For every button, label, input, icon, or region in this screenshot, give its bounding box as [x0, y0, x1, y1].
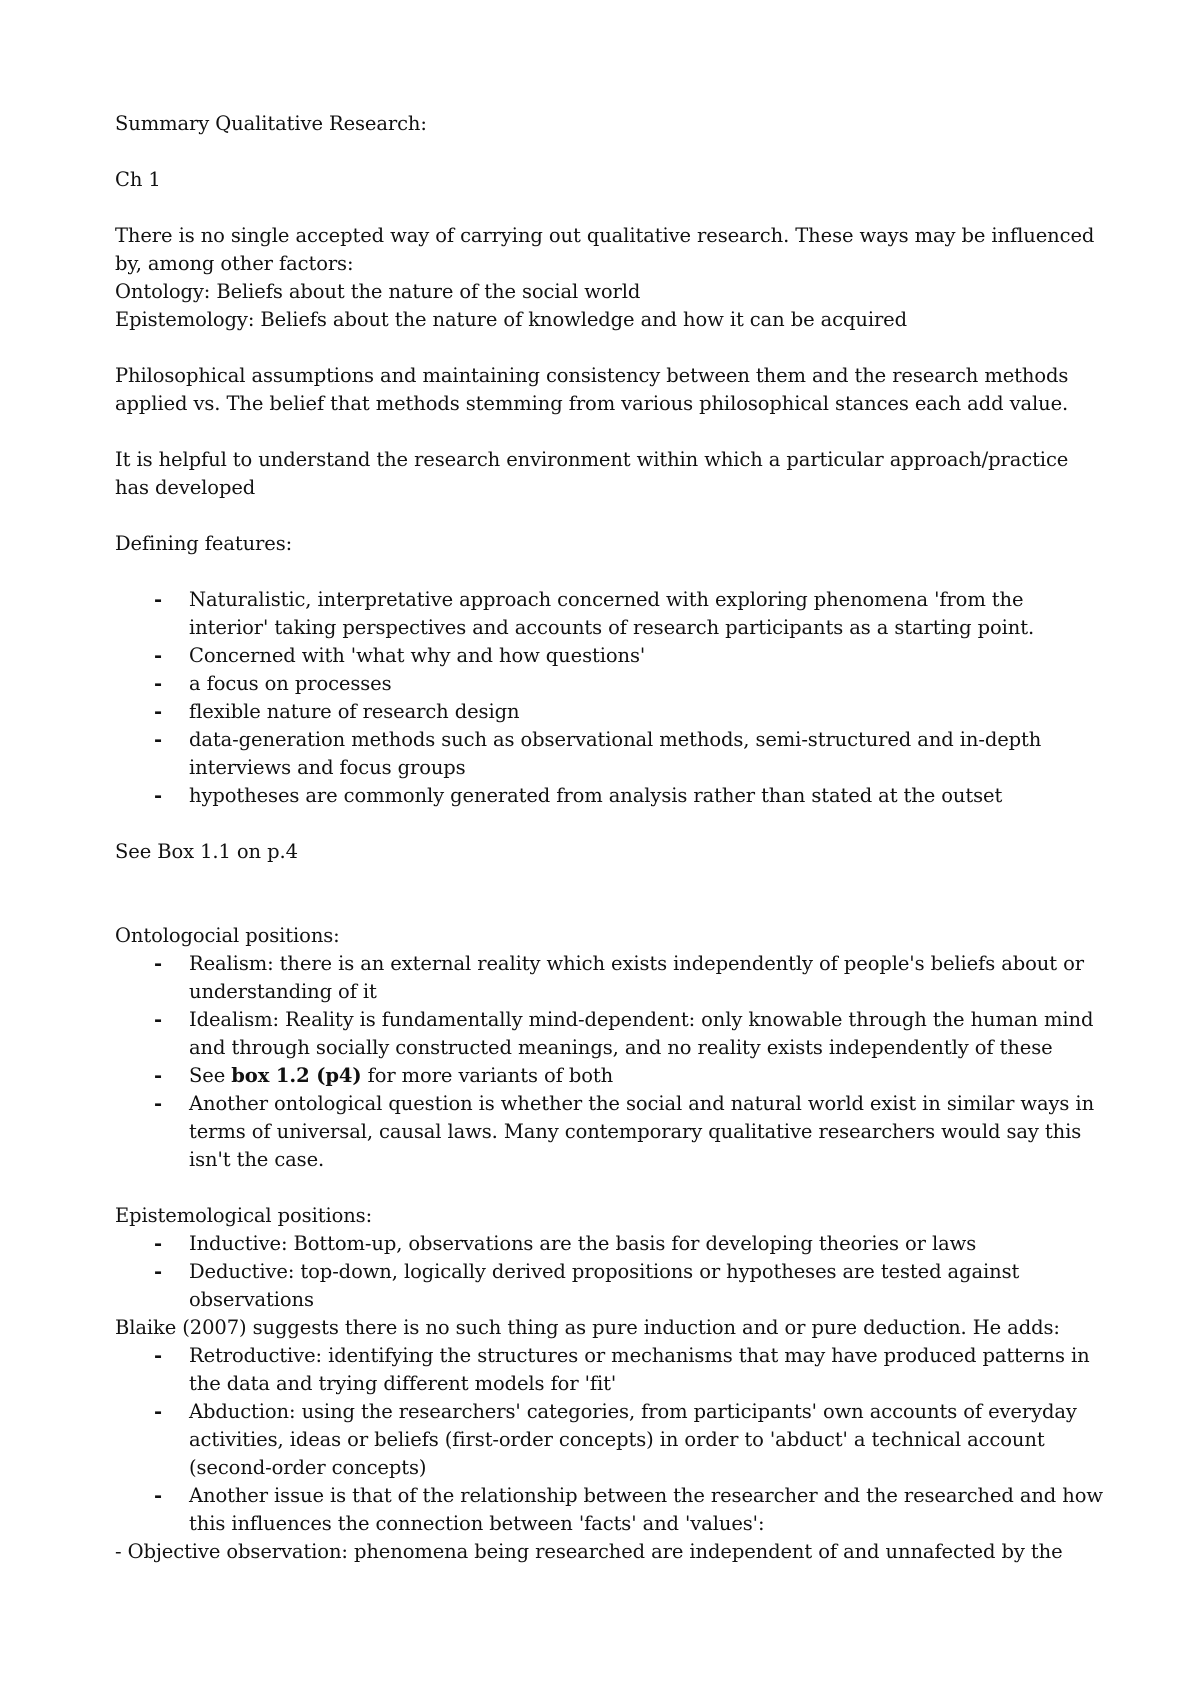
list-item: - Inductive: Bottom-up, observations are the basis for developing theories or laws: [115, 1230, 1105, 1258]
list-item-see-box: [115, 1062, 1105, 1090]
ontological-positions-heading: Ontologocial positions:: [115, 924, 340, 947]
list-item: - flexible nature of research design: [115, 698, 1105, 726]
blaike-additions-list: [115, 1342, 1105, 1538]
list-item: - Another issue is that of the relationship between the researcher and the researched and how this influences the connection between 'facts' and 'values':: [115, 1482, 1105, 1538]
document-title: Summary Qualitative Research:: [115, 112, 427, 135]
document-page: [115, 110, 1105, 1566]
defining-features-list: [115, 586, 1105, 810]
epistemological-positions-heading: Epistemological positions:: [115, 1204, 373, 1227]
list-item: - Another ontological question is whether the social and natural world exist in similar ways in terms of universal, causal laws. Many contemporary qualitative researchers would say this isn't the case.: [115, 1090, 1105, 1174]
epistemology-definition: Epistemology: Beliefs about the nature of knowledge and how it can be acquired: [115, 308, 907, 331]
list-item: - data-generation methods such as observational methods, semi-structured and in-depth interviews and focus groups: [115, 726, 1105, 782]
see-box-reference: See Box 1.1 on p.4: [115, 840, 298, 863]
see-suffix: for more variants of both: [361, 1064, 614, 1087]
epistemological-positions-list: [115, 1230, 1105, 1314]
philosophical-paragraph: Philosophical assumptions and maintaining consistency between them and the research methods applied vs. The belief that methods stemming from various philosophical stances each add value.: [115, 364, 1069, 415]
defining-features-heading: Defining features:: [115, 532, 293, 555]
list-item: - a focus on processes: [115, 670, 1105, 698]
ontological-positions-list: [115, 950, 1105, 1174]
helpful-paragraph: It is helpful to understand the research environment within which a particular approach/practice has developed: [115, 448, 1069, 499]
ontology-definition: Ontology: Beliefs about the nature of the social world: [115, 280, 641, 303]
blaike-paragraph: Blaike (2007) suggests there is no such thing as pure induction and or pure deduction. He adds:: [115, 1316, 1060, 1339]
box-reference: box 1.2 (p4): [231, 1064, 362, 1087]
intro-paragraph: There is no single accepted way of carrying out qualitative research. These ways may be influenced by, among other factors:: [115, 224, 1095, 275]
list-item: - Abduction: using the researchers' categories, from participants' own accounts of everyday activities, ideas or beliefs (first-order concepts) in order to 'abduct' a technical account (second-order concepts): [115, 1398, 1105, 1482]
list-item: - Naturalistic, interpretative approach concerned with exploring phenomena 'from the interior' taking perspectives and accounts of research participants as a starting point.: [115, 586, 1105, 642]
list-item: - Realism: there is an external reality which exists independently of people's beliefs about or understanding of it: [115, 950, 1105, 1006]
chapter-heading: Ch 1: [115, 168, 161, 191]
list-item: - Idealism: Reality is fundamentally mind-dependent: only knowable through the human mind and through socially constructed meanings, and no reality exists independently of these: [115, 1006, 1105, 1062]
list-item: - Deductive: top-down, logically derived propositions or hypotheses are tested against observations: [115, 1258, 1105, 1314]
see-prefix: See: [189, 1064, 232, 1087]
list-item: - Retroductive: identifying the structures or mechanisms that may have produced patterns in the data and trying different models for 'fit': [115, 1342, 1105, 1398]
list-item: - Concerned with 'what why and how questions': [115, 642, 1105, 670]
list-item: - hypotheses are commonly generated from analysis rather than stated at the outset: [115, 782, 1105, 810]
objective-observation-line: - Objective observation: phenomena being researched are independent of and unnafected by the: [115, 1540, 1063, 1563]
